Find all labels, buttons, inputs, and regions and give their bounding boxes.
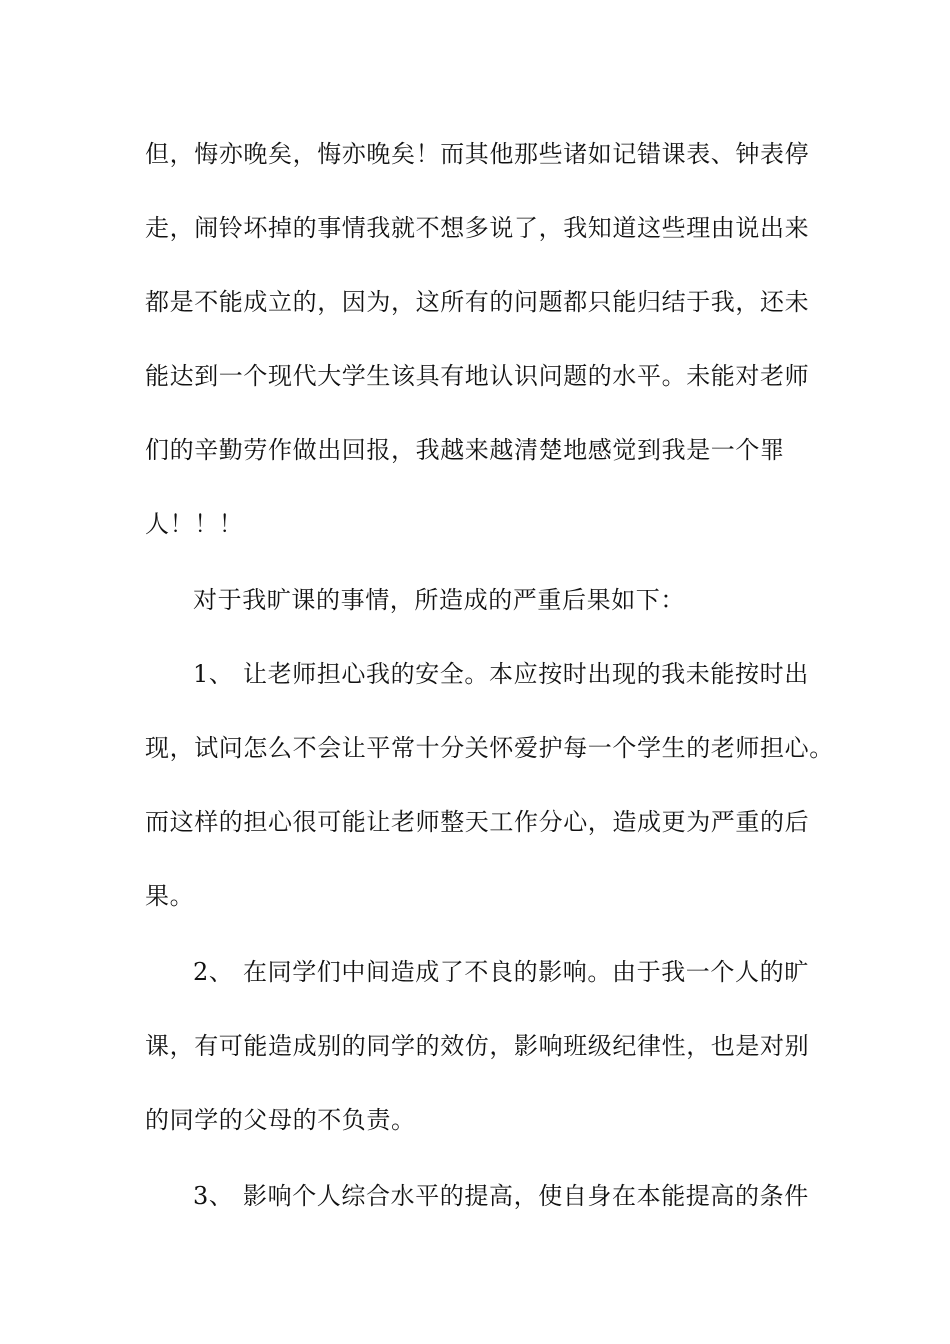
list-item-1 [193,658,873,690]
paragraph-line: 果。 [145,882,195,910]
list-item-text: 让老师担心我的安全。本应按时出现的我未能按时出 [243,660,809,688]
paragraph-line: 们的辛勤劳作做出回报，我越来越清楚地感觉到我是一个罪 [145,436,785,464]
list-item-number: 3、 [193,1182,234,1210]
paragraph-line: 人！！！ [145,510,244,538]
paragraph-line: 现，试问怎么不会让平常十分关怀爱护每一个学生的老师担心。 [145,734,834,762]
paragraph-line: 但，悔亦晚矣，悔亦晚矣！而其他那些诸如记错课表、钟表停 [145,140,810,168]
list-item-text: 影响个人综合水平的提高，使自身在本能提高的条件 [243,1182,809,1210]
list-item-text: 在同学们中间造成了不良的影响。由于我一个人的旷 [243,958,809,986]
list-item-2 [193,956,873,988]
paragraph-line: 的同学的父母的不负责。 [145,1106,416,1134]
list-item-number: 1、 [193,660,234,688]
paragraph-line: 能达到一个现代大学生该具有地认识问题的水平。未能对老师 [145,362,810,390]
paragraph-line: 而这样的担心很可能让老师整天工作分心，造成更为严重的后 [145,808,810,836]
paragraph-line: 课，有可能造成别的同学的效仿，影响班级纪律性，也是对别 [145,1032,810,1060]
list-item-number: 2、 [193,958,234,986]
consequences-intro: 对于我旷课的事情，所造成的严重后果如下： [193,586,685,614]
paragraph-line: 走，闹铃坏掉的事情我就不想多说了，我知道这些理由说出来 [145,214,810,242]
list-item-3 [193,1180,873,1212]
paragraph-line: 都是不能成立的，因为，这所有的问题都只能归结于我，还未 [145,288,810,316]
